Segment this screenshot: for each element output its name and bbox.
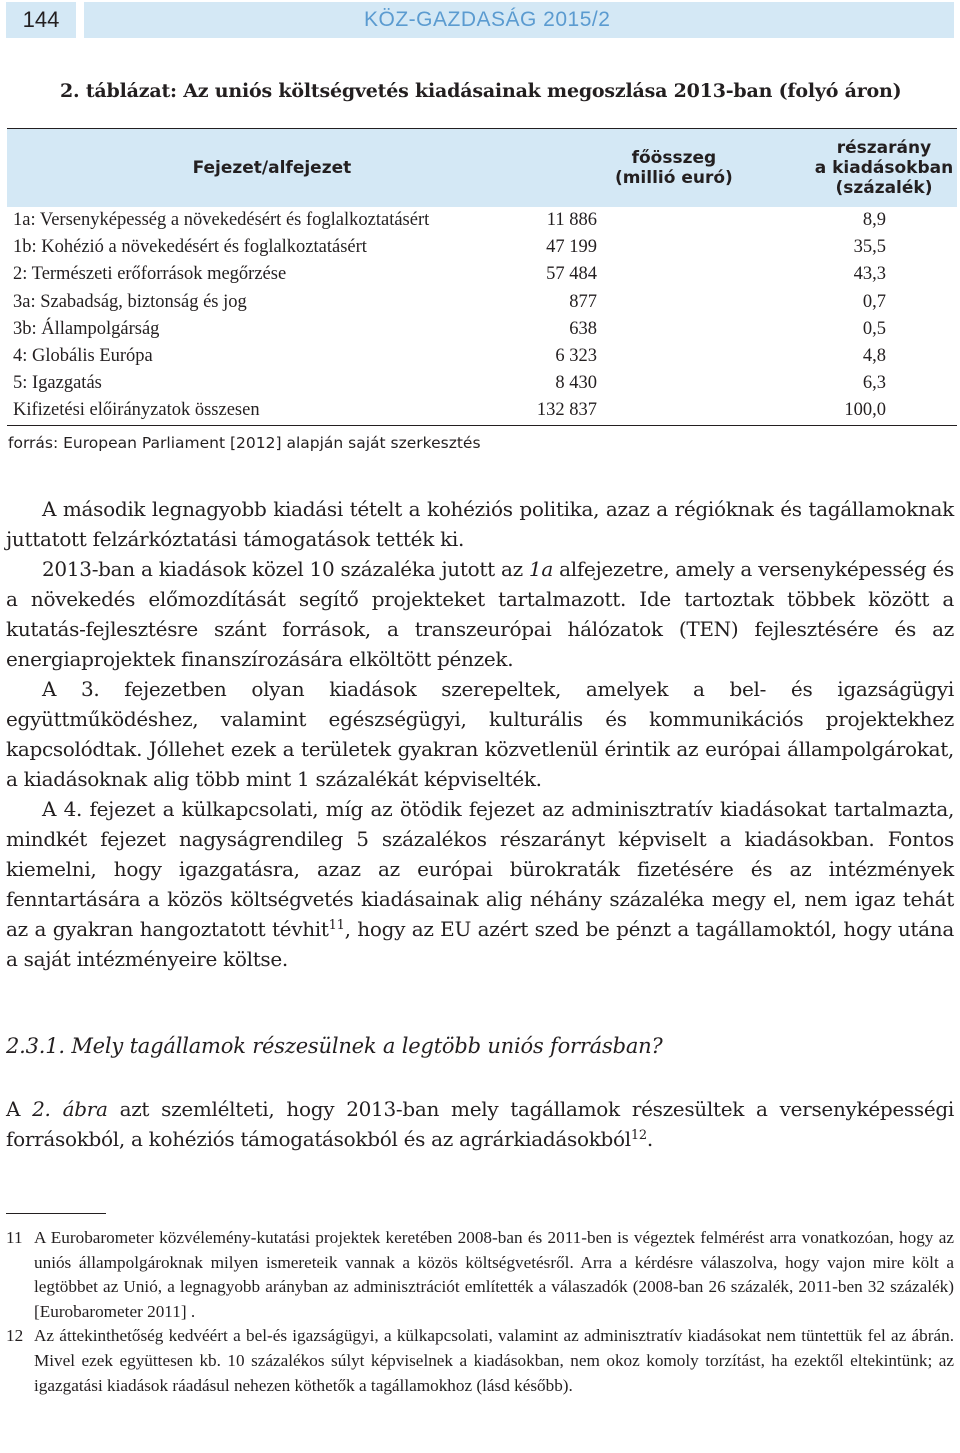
footnote-number: 12 (6, 1326, 24, 1346)
paragraph (6, 554, 954, 674)
footnotes (6, 1226, 954, 1398)
col-header-amount (537, 129, 811, 208)
body-text (6, 494, 954, 974)
footnote (6, 1324, 954, 1398)
row-label: Kifizetési előirányzatok összesen (7, 397, 537, 425)
col-header-share-line3: (százalék) (835, 178, 933, 198)
col-header-share-line2: a kiadásokban (814, 158, 954, 178)
row-share: 43,3 (853, 264, 886, 285)
table-header-row (7, 129, 957, 208)
footnote-ref[interactable]: 11 (328, 918, 345, 933)
row-label: 2: Természeti erőforrások megőrzése (13, 264, 287, 285)
col-header-chapter: Fejezet/alfejezet (7, 129, 537, 208)
footnote-number: 11 (6, 1228, 23, 1247)
budget-table (7, 128, 957, 426)
row-amount: 132 837 (537, 397, 811, 425)
footnote (6, 1226, 954, 1324)
table-row (7, 289, 957, 316)
table-caption: 2. táblázat: Az uniós költségvetés kiadásainak megoszlása 2013-ban (folyó áron) (60, 80, 902, 102)
row-amount: 6 323 (555, 346, 597, 367)
row-share: 0,5 (862, 318, 886, 339)
emphasis: 2. ábra (32, 1097, 108, 1121)
table-row (7, 207, 957, 234)
table-row (7, 234, 957, 261)
paragraph: A második legnagyobb kiadási tételt a kohéziós politika, azaz a régióknak és tagállamoknak juttatott felzárkóztatási támogatások tették ki. (6, 497, 954, 551)
row-share: 0,7 (862, 291, 886, 312)
row-amount: 8 430 (555, 373, 597, 394)
table-row (7, 370, 957, 397)
row-label: 5: Igazgatás (13, 373, 102, 394)
row-label: 1a: Versenyképesség a növekedésért és foglalkoztatásért (13, 210, 430, 231)
row-amount: 47 199 (546, 237, 597, 258)
paragraph: A 3. fejezetben olyan kiadások szerepeltek, amelyek a bel- és igazságügyi együttműködéshez, valamint egészségügyi, kulturális és kommunikációs projektekhez kapcsolódtak. Jóllehet ezek a területek gyakran közvetlenül érintik az európai állampolgárokat, a kiadásoknak alig több mint 1 százalékát képviselték. (6, 677, 954, 791)
table-row (7, 261, 957, 288)
row-label: 3b: Állampolgárság (13, 318, 160, 339)
text-run: . (646, 1127, 653, 1151)
section-heading: 2.3.1. Mely tagállamok részesülnek a legtöbb uniós forrásban? (6, 1034, 663, 1058)
text-run: 2013-ban a kiadások közel 10 százaléka jutott az (42, 557, 529, 581)
footnote-divider (6, 1213, 106, 1214)
table-row (7, 343, 957, 370)
footnote-text: Az áttekinthetőség kedvéért a bel-és igazságügyi, a külkapcsolati, valamint az adminisztratív kiadásokat nem tüntettük fel az ábrán. Mivel ezek együttesen kb. 10 százalékos súlyt képviselnek a kiadásokban, nem okoz komoly torzítást, ha ezektől eltekintünk; az igazgatási kiadások ráadásul nehezen köthetők a tagállamokhoz (lásd később). (34, 1326, 954, 1395)
table-source: forrás: European Parliament [2012] alapján saját szerkesztés (8, 434, 481, 452)
row-label: 3a: Szabadság, biztonság és jog (13, 291, 247, 312)
table-row-total (7, 397, 957, 425)
col-header-share-line1: részarány (836, 138, 932, 158)
row-share: 6,3 (862, 373, 886, 394)
paragraph (6, 794, 954, 974)
table-row (7, 316, 957, 343)
text-run: A 4. fejezet a külkapcsolati, míg az ötödik fejezet az adminisztratív kiadásokat tartalmazta, mindkét fejezet nagyságrendileg 5 százalékos részarányt képviselt a kiadásokban. Fontos kiemelni, hogy igazgatásra, azaz az európai bürokraták fizetésére és az intézmények fenntartására a közös költségvetés kiadásainak alig néhány százaléka megy el, nem igaz tehát az a gyakran hangoztatott tévhit (6, 797, 954, 941)
page-header (6, 2, 954, 38)
row-share: 8,9 (862, 210, 886, 231)
col-header-amount-line1: főösszeg (631, 148, 717, 168)
row-amount: 638 (569, 318, 597, 339)
row-amount: 11 886 (546, 210, 597, 231)
text-run: azt szemlélteti, hogy 2013-ban mely tagállamok részesültek a versenyképességi forrásokból, a kohéziós támogatásokból és az agrárkiadásokból (6, 1097, 954, 1151)
text-run: alfejezetre, amely a versenyképesség és a növekedés előmozdítását segítő projekteket tartalmazott. Ide tartoztak többek között a kutatás-fejlesztésre szánt források, a transzeurópai hálózatok (TEN) fejlesztésére és az energiaprojektek finanszírozására elköltött pénzek. (6, 557, 954, 671)
page-number: 144 (6, 2, 76, 38)
row-share: 35,5 (853, 237, 886, 258)
text-run: A (6, 1097, 33, 1121)
row-amount: 877 (569, 291, 597, 312)
section-paragraph (6, 1094, 954, 1154)
footnote-ref[interactable]: 12 (630, 1128, 647, 1143)
footnote-text: A Eurobarometer közvélemény-kutatási projektek keretében 2008-ban és 2011-ben is végeztek felmérést arra vonatkozóan, hogy az uniós állampolgároknak milyen ismereteik vannak a közös költségvetésről. Arra a kérdésre válaszolva, hogy vajon mire költ a legtöbbet az Unió, a legnagyobb arányban az adminisztrációt említették a válaszadók (2008-ban 26 százalék, 2011-ben 32 százalék) [Eurobarometer 2011] . (34, 1228, 954, 1321)
col-header-share (811, 129, 957, 208)
row-label: 1b: Kohézió a növekedésért és foglalkoztatásért (13, 237, 367, 258)
row-label: 4: Globális Európa (13, 346, 153, 367)
row-share: 100,0 (811, 397, 957, 425)
row-share: 4,8 (862, 346, 886, 367)
emphasis: 1a (528, 557, 553, 581)
running-title: KÖZ-GAZDASÁG 2015/2 (84, 2, 954, 38)
col-header-amount-line2: (millió euró) (614, 168, 733, 188)
row-amount: 57 484 (546, 264, 597, 285)
text-run: , hogy az EU azért szed be pénzt a tagállamoktól, hogy utána a saját intézményeire költse. (6, 917, 954, 971)
